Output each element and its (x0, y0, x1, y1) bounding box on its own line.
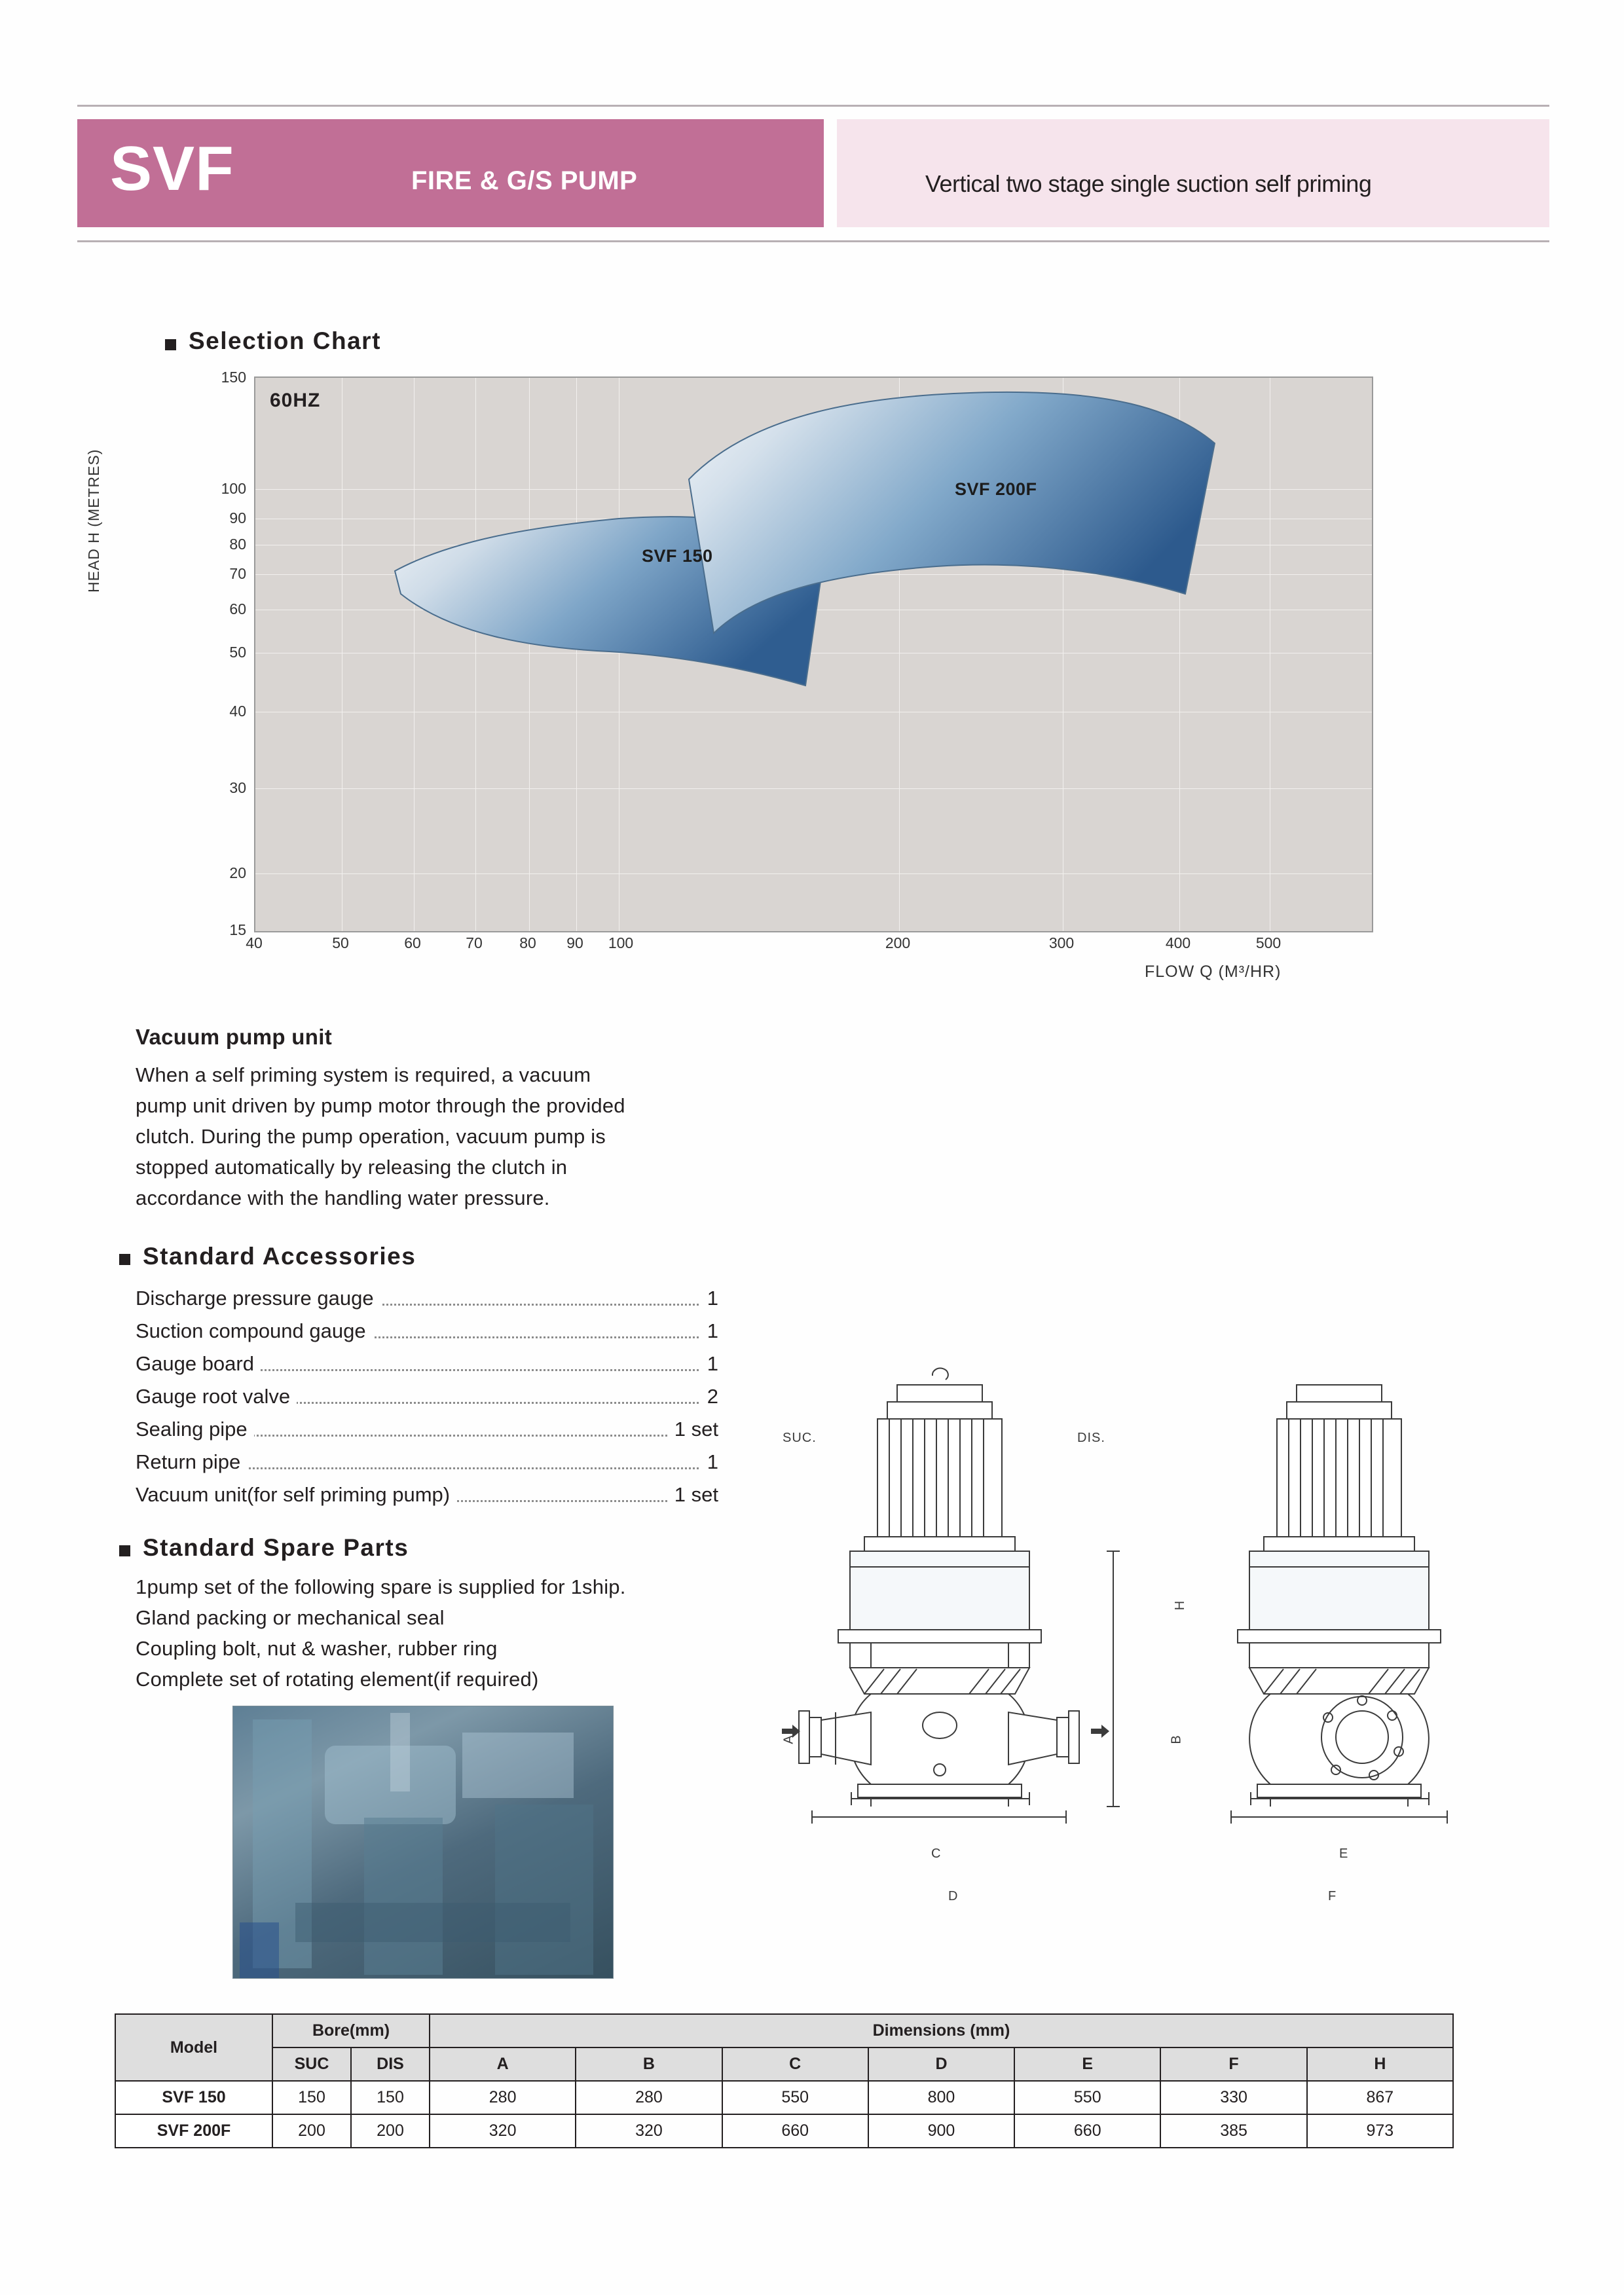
table-cell: 280 (430, 2081, 576, 2114)
table-subheader-h: H (1307, 2047, 1453, 2081)
drawing-dim-a: A (781, 1735, 796, 1744)
chart-x-tick: 60 (404, 934, 421, 951)
accessory-name: Gauge root valve (136, 1385, 297, 1408)
table-subheader-c: C (722, 2047, 868, 2081)
table-subheader-f: F (1160, 2047, 1306, 2081)
spare-part-line: Complete set of rotating element(if required) (136, 1668, 539, 1691)
chart-curve-svf200f (255, 378, 1372, 931)
table-subheader-d: D (868, 2047, 1014, 2081)
chart-x-tick: 50 (332, 934, 349, 951)
header-top-rule (77, 105, 1549, 107)
table-cell: 320 (430, 2114, 576, 2148)
pump-installation-photo (232, 1706, 614, 1979)
chart-y-tick: 100 (221, 480, 246, 497)
table-cell: 900 (868, 2114, 1014, 2148)
table-header-dimensions: Dimensions (mm) (430, 2014, 1453, 2047)
table-row (115, 2114, 1453, 2148)
chart-y-tick: 15 (229, 921, 246, 938)
accessory-name: Gauge board (136, 1352, 261, 1376)
accessory-qty: 2 (701, 1385, 718, 1408)
standard-spare-parts-text (136, 1571, 790, 1695)
chart-y-axis-label: HEAD H (METRES) (85, 449, 102, 593)
chart-y-tick: 50 (229, 644, 246, 661)
chart-x-axis-label: FLOW Q (M³/HR) (1145, 963, 1282, 981)
header-description-bar (837, 119, 1549, 227)
selection-chart (85, 369, 1387, 981)
chart-y-tick: 90 (229, 509, 246, 526)
table-cell: 550 (1014, 2081, 1160, 2114)
accessory-qty: 1 (701, 1319, 718, 1343)
spare-part-line: Gland packing or mechanical seal (136, 1606, 445, 1629)
dimensions-table (115, 2013, 1454, 2148)
chart-y-tick: 30 (229, 779, 246, 796)
chart-frequency-annotation: 60HZ (270, 390, 321, 411)
table-cell: 320 (576, 2114, 722, 2148)
accessory-name: Sealing pipe (136, 1418, 254, 1441)
table-subheader-a: A (430, 2047, 576, 2081)
table-subheader-b: B (576, 2047, 722, 2081)
table-subheader-dis: DIS (351, 2047, 430, 2081)
accessory-qty: 1 (701, 1450, 718, 1474)
brand-title: SVF (110, 134, 234, 204)
chart-x-tick: 80 (519, 934, 536, 951)
list-item (136, 1450, 718, 1483)
brand-subtitle: FIRE & G/S PUMP (411, 166, 638, 195)
accessory-name: Discharge pressure gauge (136, 1287, 380, 1310)
standard-accessories-list (136, 1287, 718, 1516)
list-item (136, 1352, 718, 1385)
table-cell: 867 (1307, 2081, 1453, 2114)
table-cell: 660 (1014, 2114, 1160, 2148)
accessory-name: Suction compound gauge (136, 1319, 373, 1343)
table-cell-model: SVF 150 (115, 2081, 272, 2114)
chart-y-tick: 70 (229, 565, 246, 582)
selection-chart-bullet-icon (165, 339, 176, 350)
chart-x-tick: 100 (608, 934, 634, 951)
drawing-dim-b: B (1169, 1735, 1184, 1744)
pump-outline-drawings (773, 1359, 1559, 1961)
accessory-qty: 1 (701, 1287, 718, 1310)
vacuum-pump-unit-title: Vacuum pump unit (136, 1025, 332, 1049)
table-cell: 200 (351, 2114, 430, 2148)
list-item (136, 1287, 718, 1319)
chart-x-tick: 500 (1255, 934, 1282, 951)
vacuum-line: accordance with the handling water pressure. (136, 1186, 550, 1209)
table-cell: 973 (1307, 2114, 1453, 2148)
header-description: Vertical two stage single suction self priming (925, 170, 1372, 197)
chart-x-tick: 200 (885, 934, 911, 951)
drawing-dim-c: C (931, 1846, 942, 1861)
drawing-label-discharge: DIS. (1077, 1431, 1105, 1445)
chart-x-tick: 90 (566, 934, 583, 951)
table-cell: 800 (868, 2081, 1014, 2114)
standard-accessories-heading: Standard Accessories (143, 1243, 416, 1270)
drawing-dim-d: D (948, 1889, 959, 1903)
table-cell: 150 (351, 2081, 430, 2114)
vacuum-line: pump unit driven by pump motor through the provided (136, 1094, 625, 1117)
chart-y-tick: 20 (229, 864, 246, 881)
chart-plot-area (254, 376, 1373, 932)
list-item (136, 1385, 718, 1418)
standard-accessories-bullet-icon (119, 1254, 130, 1265)
list-item (136, 1319, 718, 1352)
chart-y-tick: 60 (229, 600, 246, 617)
chart-x-tick: 400 (1165, 934, 1191, 951)
chart-x-tick: 70 (466, 934, 483, 951)
vacuum-pump-unit-text (136, 1059, 764, 1213)
table-cell: 150 (272, 2081, 351, 2114)
chart-y-tick: 150 (221, 369, 246, 386)
list-item (136, 1483, 718, 1516)
accessory-qty: 1 set (668, 1418, 718, 1441)
page-header (77, 105, 1549, 242)
spare-part-line: Coupling bolt, nut & washer, rubber ring (136, 1637, 498, 1660)
accessory-name: Return pipe (136, 1450, 247, 1474)
chart-y-tick: 80 (229, 536, 246, 553)
table-subheader-suc: SUC (272, 2047, 351, 2081)
standard-spare-parts-heading: Standard Spare Parts (143, 1534, 409, 1561)
vacuum-line: clutch. During the pump operation, vacuum pump is (136, 1125, 606, 1148)
table-cell: 550 (722, 2081, 868, 2114)
chart-x-tick: 40 (246, 934, 263, 951)
vacuum-line: stopped automatically by releasing the clutch in (136, 1156, 568, 1179)
table-cell: 660 (722, 2114, 868, 2148)
table-cell: 200 (272, 2114, 351, 2148)
table-header-row (115, 2014, 1453, 2047)
drawing-label-suction: SUC. (783, 1431, 817, 1445)
table-cell-model: SVF 200F (115, 2114, 272, 2148)
chart-x-tick: 300 (1048, 934, 1075, 951)
header-brand-bar (77, 119, 824, 227)
chart-series-label-svf150: SVF 150 (642, 546, 713, 566)
standard-spare-parts-bullet-icon (119, 1545, 130, 1556)
table-subheader-row (115, 2047, 1453, 2081)
table-subheader-e: E (1014, 2047, 1160, 2081)
list-item (136, 1418, 718, 1450)
table-header-model: Model (115, 2014, 272, 2081)
table-cell: 280 (576, 2081, 722, 2114)
drawing-dim-f: F (1328, 1889, 1337, 1903)
chart-series-label-svf200f: SVF 200F (955, 479, 1037, 499)
header-bottom-rule (77, 240, 1549, 242)
accessory-qty: 1 set (668, 1483, 718, 1507)
spare-part-line: 1pump set of the following spare is supplied for 1ship. (136, 1575, 626, 1598)
chart-y-tick: 40 (229, 703, 246, 720)
drawing-dim-e: E (1339, 1846, 1349, 1861)
table-header-bore: Bore(mm) (272, 2014, 430, 2047)
accessory-qty: 1 (701, 1352, 718, 1376)
table-row (115, 2081, 1453, 2114)
table-cell: 385 (1160, 2114, 1306, 2148)
selection-chart-heading: Selection Chart (189, 327, 381, 354)
accessory-name: Vacuum unit(for self priming pump) (136, 1483, 456, 1507)
drawing-dim-h: H (1173, 1600, 1188, 1611)
table-cell: 330 (1160, 2081, 1306, 2114)
vacuum-line: When a self priming system is required, a vacuum (136, 1063, 591, 1086)
